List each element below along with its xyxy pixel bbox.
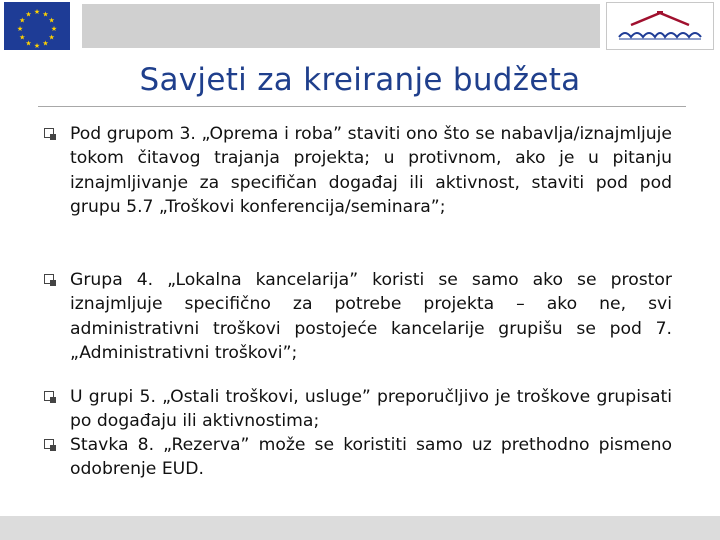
bullet-item: Grupa 4. „Lokalna kancelarija” koristi se samo ako se prostor iznajmljuje specifično za potrebe projekta – ako ne, svi administrativni troškovi postojeće kancelarije grupišu se pod 7. „Administrativni troškovi”; bbox=[70, 270, 672, 363]
svg-text:★: ★ bbox=[25, 39, 32, 48]
svg-text:★: ★ bbox=[33, 8, 41, 16]
square-bullet-icon bbox=[44, 128, 54, 138]
square-bullet-icon bbox=[44, 274, 54, 284]
svg-text:★: ★ bbox=[48, 16, 55, 25]
parliament-logo-icon bbox=[606, 2, 714, 50]
title-divider bbox=[38, 106, 686, 107]
svg-text:★: ★ bbox=[33, 42, 41, 50]
square-bullet-icon bbox=[44, 439, 54, 449]
svg-text:★: ★ bbox=[19, 33, 26, 42]
bullet-item: U grupi 5. „Ostali troškovi, usluge” preporučljivo je troškove grupisati po događaju ili aktivnostima; bbox=[70, 387, 672, 432]
bullet-item: Stavka 8. „Rezerva” može se koristiti samo uz prethodno pismeno odobrenje EUD. bbox=[70, 435, 672, 480]
footer-bar bbox=[0, 516, 720, 540]
svg-text:★: ★ bbox=[48, 33, 55, 42]
svg-text:★: ★ bbox=[25, 10, 32, 19]
square-bullet-icon bbox=[44, 391, 54, 401]
svg-text:★: ★ bbox=[19, 16, 26, 25]
svg-text:★: ★ bbox=[50, 25, 58, 33]
header-bar bbox=[82, 4, 600, 48]
svg-text:★: ★ bbox=[42, 10, 49, 19]
bullet-item: Pod grupom 3. „Oprema i roba” staviti ono što se nabavlja/iznajmljuje tokom čitavog trajanja projekta; u protivnom, ako je u pitanju iznajmljivanje za specifičan događaj ili aktivnost, staviti pod pod grupu 5.7 „Troškovi konferencija/seminara”; bbox=[70, 124, 672, 217]
bullet-list bbox=[0, 116, 720, 496]
eu-flag-icon bbox=[4, 2, 70, 50]
slide-title: Savjeti za kreiranje budžeta bbox=[139, 62, 581, 98]
svg-text:★: ★ bbox=[42, 39, 49, 48]
svg-text:★: ★ bbox=[16, 25, 24, 33]
